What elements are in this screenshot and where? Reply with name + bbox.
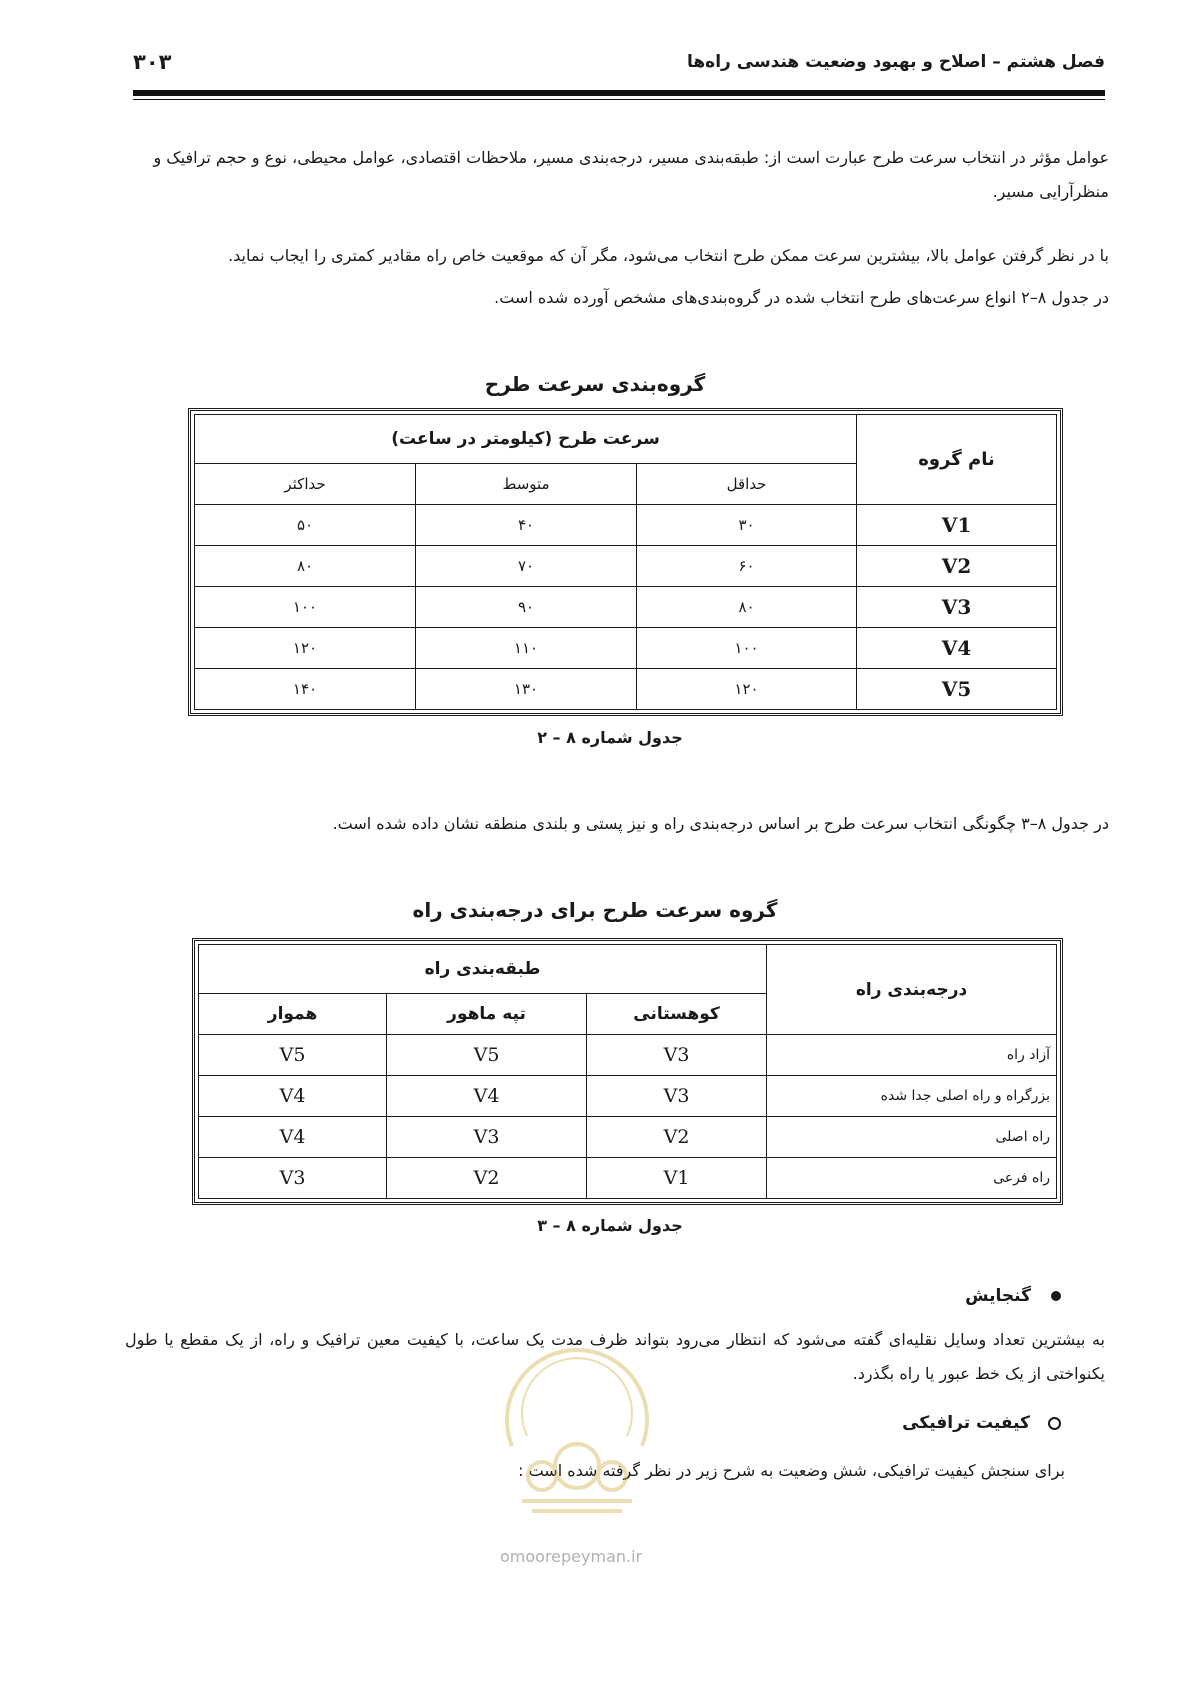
min-cell: ۱۲۰ (637, 669, 857, 710)
table-8-2-title: گروه‌بندی سرعت طرح (484, 372, 706, 396)
min-header: حداقل (637, 464, 857, 505)
design-speed-table (194, 414, 1057, 710)
hilly-header: تپه ماهور (387, 994, 587, 1035)
table-row (199, 1117, 1057, 1158)
min-cell: ۳۰ (637, 505, 857, 546)
avg-cell: ۱۱۰ (416, 628, 637, 669)
min-cell: ۱۰۰ (637, 628, 857, 669)
seal-emblem-icon (507, 1350, 647, 1511)
chapter-title: فصل هشتم – اصلاح و بهبود وضعیت هندسی راه‌ها (687, 52, 1105, 72)
table-8-2-caption: جدول شماره ۸ – ۲ (537, 728, 683, 747)
hilly-cell: V3 (387, 1117, 587, 1158)
table-8-3-title: گروه سرعت طرح برای درجه‌بندی راه (412, 898, 778, 922)
group-cell: V5 (857, 669, 1057, 710)
design-speed-header: سرعت طرح (کیلومتر در ساعت) (195, 415, 857, 464)
avg-header: متوسط (416, 464, 637, 505)
group-name-header: نام گروه (857, 415, 1057, 505)
terrain-header: طبقه‌بندی راه (199, 945, 767, 994)
max-cell: ۵۰ (195, 505, 416, 546)
max-cell: ۱۲۰ (195, 628, 416, 669)
flat-header: هموار (199, 994, 387, 1035)
paragraph-design-speed-factors: عوامل مؤثر در انتخاب سرعت طرح عبارت است از: طبقه‌بندی مسیر، درجه‌بندی مسیر، ملاحظات اقتصادی، عوامل محیطی، نوع و حجم ترافیک و منظرآرایی مسیر. (153, 148, 1109, 201)
table-row (195, 546, 1057, 587)
group-cell: V3 (857, 587, 1057, 628)
page-number: ۳۰۳ (133, 50, 172, 74)
hilly-cell: V5 (387, 1035, 587, 1076)
flat-cell: V4 (199, 1076, 387, 1117)
min-cell: ۸۰ (637, 587, 857, 628)
mountainous-header: کوهستانی (587, 994, 767, 1035)
paragraph-traffic-quality: برای سنجش کیفیت ترافیکی، شش وضعیت به شرح زیر در نظر گرفته شده است : (518, 1461, 1065, 1480)
mountainous-cell: V1 (587, 1158, 767, 1199)
group-cell: V4 (857, 628, 1057, 669)
table-row (195, 587, 1057, 628)
flat-cell: V5 (199, 1035, 387, 1076)
capacity-heading (965, 1286, 1061, 1306)
mountainous-cell: V3 (587, 1076, 767, 1117)
table-8-3-caption: جدول شماره ۸ – ۳ (537, 1216, 683, 1235)
paragraph-capacity-definition: به بیشترین تعداد وسایل نقلیه‌ای گفته می‌شود که انتظار می‌رود بتواند ظرف مدت یک ساعت، با کیفیت معین ترافیک و راه، از یک مقطع یا طول یکنواختی از یک خط عبور یا راه بگذرد. (125, 1330, 1105, 1383)
hollow-bullet-icon (1048, 1417, 1061, 1430)
max-cell: ۱۰۰ (195, 587, 416, 628)
max-header: حداکثر (195, 464, 416, 505)
header-rule-thick (133, 90, 1105, 96)
paragraph-table-8-3-intro: در جدول ۸–۳ چگونگی انتخاب سرعت طرح بر اساس درجه‌بندی راه و نیز پستی و بلندی منطقه نشان داده شده است. (332, 814, 1109, 833)
bullet-icon (1051, 1291, 1061, 1301)
road-class-cell: راه فرعی (767, 1158, 1057, 1199)
table-row (199, 1076, 1057, 1117)
table-row (195, 628, 1057, 669)
max-cell: ۱۴۰ (195, 669, 416, 710)
group-cell: V2 (857, 546, 1057, 587)
table-row (199, 1035, 1057, 1076)
avg-cell: ۴۰ (416, 505, 637, 546)
paragraph-max-speed: با در نظر گرفتن عوامل بالا، بیشترین سرعت ممکن طرح انتخاب می‌شود، مگر آن که موقعیت خاص راه مقادیر کمتری را ایجاب نماید. (228, 246, 1109, 265)
min-cell: ۶۰ (637, 546, 857, 587)
road-class-cell: راه اصلی (767, 1117, 1057, 1158)
header-rule-thin (133, 99, 1105, 100)
capacity-heading-text: گنجایش (965, 1286, 1031, 1306)
road-class-cell: آزاد راه (767, 1035, 1057, 1076)
road-class-cell: بزرگراه و راه اصلی جدا شده (767, 1076, 1057, 1117)
group-cell: V1 (857, 505, 1057, 546)
hilly-cell: V2 (387, 1158, 587, 1199)
avg-cell: ۱۳۰ (416, 669, 637, 710)
flat-cell: V3 (199, 1158, 387, 1199)
road-class-header: درجه‌بندی راه (767, 945, 1057, 1035)
hilly-cell: V4 (387, 1076, 587, 1117)
watermark-url: omoorepeyman.ir (500, 1547, 643, 1566)
flat-cell: V4 (199, 1117, 387, 1158)
page-header (133, 46, 1105, 88)
publisher-seal-watermark (482, 1296, 672, 1536)
table-row (199, 1158, 1057, 1199)
traffic-quality-heading (902, 1413, 1061, 1433)
max-cell: ۸۰ (195, 546, 416, 587)
table-row (195, 505, 1057, 546)
paragraph-table-8-2-intro: در جدول ۸–۲ انواع سرعت‌های طرح انتخاب شده در گروه‌بندی‌های مشخص آورده شده است. (494, 288, 1109, 307)
road-classification-table (198, 944, 1057, 1199)
table-row (195, 669, 1057, 710)
avg-cell: ۷۰ (416, 546, 637, 587)
traffic-quality-heading-text: کیفیت ترافیکی (902, 1413, 1030, 1433)
mountainous-cell: V2 (587, 1117, 767, 1158)
avg-cell: ۹۰ (416, 587, 637, 628)
mountainous-cell: V3 (587, 1035, 767, 1076)
